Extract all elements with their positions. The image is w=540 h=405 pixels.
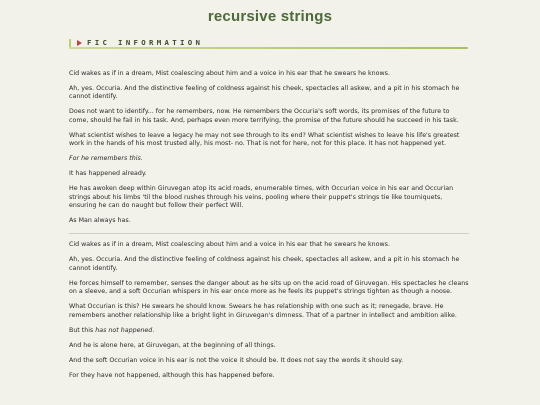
triangle-right-icon [77, 40, 82, 46]
fic-information-header [69, 38, 468, 50]
paragraph: Ah, yes. Occuria. And the distinctive feeling of coldness against his cheek, spectacles all askew, and a pit in his stomach he cannot identify. [69, 85, 460, 101]
text-run: . [152, 326, 155, 334]
paragraph: What scientist wishes to leave a legacy he may not see through to its end? What scientist wishes to leave his life's greatest work in the hands of his most trusted ally, his most- no. That is not for here, not for this place. It has not happened yet. [69, 131, 460, 148]
paragraph: Cid wakes as if in a dream, Mist coalescing about him and a voice in his ear that he swears he knows. [69, 241, 390, 249]
paragraph: And the soft Occurian voice in his ear is not the voice it should be. It does not say the words it should say. [69, 356, 404, 364]
paragraph [69, 327, 469, 335]
paragraph: For he remembers this. [69, 155, 143, 163]
paragraph: As Man always has. [69, 217, 131, 225]
paragraph: And he is alone here, at Giruvegan, at the beginning of all things. [69, 341, 276, 349]
site-title: recursive strings [207, 8, 333, 25]
paragraph: For they have not happened, although this has happened before. [69, 371, 275, 379]
paragraph: He has awoken deep within Giruvegan atop its acid roads, enumerable times, with Occurian voice in his ear and Occurian strings about his limbs 'til the blood rushes through his veins, pooling where their puppet's strings tie like tourniquets, ensuring he can do naught but follow their perfect Will. [69, 185, 454, 210]
paragraph: Cid wakes as if in a dream, Mist coalescing about him and a voice in his ear that he swears he knows. [69, 70, 390, 77]
story-text [69, 70, 469, 387]
scene-divider [69, 233, 469, 234]
paragraph: It has happened already. [69, 170, 147, 178]
emphasis-text: has not happened [95, 326, 153, 334]
header-rule [69, 47, 468, 49]
paragraph: Ah, yes. Occuria. And the distinctive feeling of coldness against his cheek, spectacles all askew, and a pit in his stomach he cannot identify. [69, 256, 460, 272]
paragraph: He forces himself to remember, senses the danger about as he sits up on the acid road of Giruvegan. His spectacles he cleans on a sleeve, and a soft Occurian whispers in his ear once more as he feels its puppet's strings tighten as though a noose. [69, 279, 469, 296]
paragraph: What Occurian is this? He swears he should know. Swears he has relationship with one such as it; renegade, brave. He remembers another relationship like a bright light in Giruvegan's dimness. That of a partner in intellect and ambition alike. [69, 303, 457, 319]
section-label: FIC INFORMATION [87, 38, 204, 47]
paragraph: Does not want to identify... for he remembers, now. He remembers the Occuria's soft words, its promises of the future to come, should he fail in his task. And, perhaps even more terrifying, the promise of the future should he succeed in his task. [69, 108, 459, 124]
text-run: But this [69, 326, 96, 334]
